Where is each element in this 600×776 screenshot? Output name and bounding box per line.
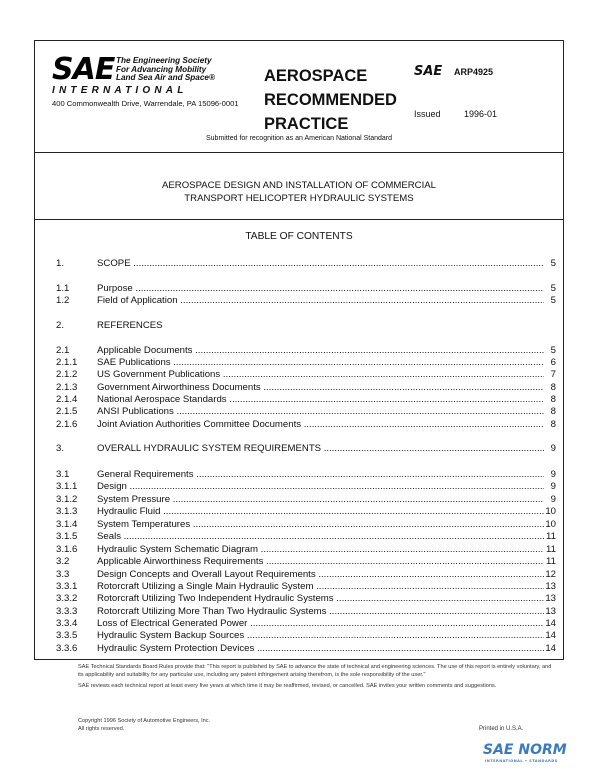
toc-entry (56, 419, 556, 431)
toc-entry (56, 593, 556, 605)
toc-entry (56, 382, 556, 394)
toc-title: REFERENCES (97, 320, 163, 331)
toc-entry (56, 369, 556, 381)
issued-label: Issued (414, 109, 441, 119)
toc-title: Loss of Electrical Generated Power ..... (97, 618, 544, 630)
toc-title: Hydraulic System Backup Sources ..... (97, 630, 544, 642)
toc-entry (56, 544, 556, 556)
toc-page: 11 (546, 556, 556, 567)
toc-number: 1.1 (56, 283, 70, 294)
toc-title: Seals ..... (97, 531, 544, 543)
toc-page: 5 (550, 258, 556, 269)
toc-page: 8 (550, 406, 556, 417)
document-number: ARP4925 (454, 67, 494, 77)
toc-number: 1.2 (56, 295, 70, 306)
toc-page: 14 (545, 643, 556, 654)
toc-entry (56, 345, 556, 357)
toc-number: 3.3.1 (56, 581, 78, 592)
toc-page: 5 (550, 283, 556, 294)
toc-page: 9 (550, 469, 556, 480)
toc-entry (56, 258, 556, 270)
toc-entry (56, 643, 556, 655)
toc-page: 14 (545, 630, 556, 641)
toc-entry (56, 506, 556, 518)
toc-entry (56, 469, 556, 481)
printed-in: Printed in U.S.A. (479, 726, 524, 732)
toc-number: 3.1.6 (56, 544, 78, 555)
toc-title: System Temperatures ..... (97, 519, 544, 531)
toc-number: 1. (56, 258, 65, 269)
toc-number: 2.1.1 (56, 357, 78, 368)
toc-entry (56, 283, 556, 295)
toc-number: 2.1.4 (56, 394, 78, 405)
toc-title: Hydraulic Fluid ..... (97, 506, 544, 518)
toc-entry (56, 630, 556, 642)
toc-page: 10 (545, 519, 556, 530)
society-tagline: The Engineering Society For Advancing Mobility Land Sea Air and Space® (116, 56, 216, 82)
toc-page: 8 (550, 394, 556, 405)
toc-page: 9 (550, 494, 556, 505)
toc-title: System Pressure ..... (97, 494, 544, 506)
sae-norm-watermark: SAE NORM INTERNATIONAL • STANDARDS (483, 742, 567, 763)
international-label: INTERNATIONAL (52, 85, 188, 96)
address: 400 Commonwealth Drive, Warrendale, PA 15096-0001 (52, 99, 239, 108)
toc-title: Rotorcraft Utilizing a Single Main Hydraulic System ..... (97, 581, 544, 593)
toc-number: 3.1 (56, 469, 70, 480)
toc-title: ANSI Publications ..... (97, 406, 544, 418)
toc-page: 13 (545, 593, 556, 604)
toc-page: 12 (545, 569, 556, 580)
toc-title: Joint Aviation Authorities Committee Documents ..... (97, 419, 544, 431)
toc-page: 5 (550, 345, 556, 356)
toc-entry (56, 581, 556, 593)
toc-entry (56, 443, 556, 455)
toc-number: 3.3.5 (56, 630, 78, 641)
toc-entry (56, 357, 556, 369)
toc-number: 3.1.1 (56, 481, 78, 492)
toc-number: 2.1 (56, 345, 70, 356)
toc-page: 7 (550, 369, 556, 380)
toc-title: Applicable Documents ..... (97, 345, 544, 357)
document-type: AEROSPACE RECOMMENDED PRACTICE (264, 67, 397, 133)
toc-title: Design ..... (97, 481, 544, 493)
toc-page: 13 (545, 606, 556, 617)
toc-page: 8 (550, 382, 556, 393)
toc-entry (56, 556, 556, 568)
submitted-note: Submitted for recognition as an American National Standard (206, 135, 392, 142)
toc-entry (56, 618, 556, 630)
toc-entry (56, 406, 556, 418)
toc-title: SCOPE ..... (97, 258, 544, 270)
toc-title: Rotorcraft Utilizing Two Independent Hydraulic Systems ..... (97, 593, 544, 605)
toc-number: 2.1.2 (56, 369, 78, 380)
toc-number: 3.3.3 (56, 606, 78, 617)
toc-number: 2.1.6 (56, 419, 78, 430)
toc-title: US Government Publications ..... (97, 369, 544, 381)
toc-number: 3.3.2 (56, 593, 78, 604)
toc-title: Purpose ..... (97, 283, 544, 295)
toc-entry (56, 481, 556, 493)
toc-number: 3.1.3 (56, 506, 78, 517)
issued-date: 1996-01 (464, 109, 498, 119)
toc-entry (56, 494, 556, 506)
toc-title: General Requirements ..... (97, 469, 544, 481)
toc-page: 8 (550, 419, 556, 430)
toc-title: Design Concepts and Overall Layout Requirements ..... (97, 569, 544, 581)
toc-page: 14 (545, 618, 556, 629)
toc-page: 13 (545, 581, 556, 592)
toc-title: OVERALL HYDRAULIC SYSTEM REQUIREMENTS ..... (97, 443, 544, 455)
toc-number: 3.1.2 (56, 494, 78, 505)
toc-number: 2.1.3 (56, 382, 78, 393)
toc-entry (56, 531, 556, 543)
toc-page: 11 (546, 544, 556, 555)
toc-entry (56, 320, 556, 332)
toc-page: 5 (550, 295, 556, 306)
sae-logo: SAE (52, 52, 115, 87)
toc-number: 2.1.5 (56, 406, 78, 417)
toc-number: 3. (56, 443, 65, 454)
toc-title: Applicable Airworthiness Requirements ..... (97, 556, 544, 568)
toc-title: National Aerospace Standards ..... (97, 394, 544, 406)
toc-page: 11 (546, 531, 556, 542)
copyright: Copyright 1996 Society of Automotive Engineers, Inc. All rights reserved. (78, 718, 211, 732)
toc-title: Government Airworthiness Documents ..... (97, 382, 544, 394)
toc-number: 3.3.4 (56, 618, 78, 629)
toc-title: SAE Publications ..... (97, 357, 544, 369)
toc-title: Hydraulic System Protection Devices ..... (97, 643, 544, 655)
toc-heading: TABLE OF CONTENTS (245, 231, 353, 242)
toc-title: Field of Application ..... (97, 295, 544, 307)
toc-title: Hydraulic System Schematic Diagram ..... (97, 544, 544, 556)
toc-page: 6 (550, 357, 556, 368)
toc-entry (56, 606, 556, 618)
toc-number: 3.1.5 (56, 531, 78, 542)
title-divider (34, 219, 564, 220)
toc-title: Rotorcraft Utilizing More Than Two Hydraulic Systems ..... (97, 606, 544, 618)
document-title: AEROSPACE DESIGN AND INSTALLATION OF COMMERCIAL TRANSPORT HELICOPTER HYDRAULIC SYSTEMS (161, 180, 436, 204)
toc-number: 3.2 (56, 556, 70, 567)
toc-entry (56, 569, 556, 581)
toc-page: 10 (545, 506, 556, 517)
toc-number: 2. (56, 320, 65, 331)
footer-notice: SAE Technical Standards Board Rules provide that: "This report is published by SAE to advance the state of technical and engineering sciences. The use of this report is entirely voluntary, and its applicability and suitability for any particular use, including any patent infringement arising therefrom, is the sole responsibility of the user." SAE reviews each technical report at least every five years at which time it may be reaffirmed, revised, or cancelled. SAE invites your written comments and suggestions. (78, 664, 552, 690)
toc-page: 9 (550, 443, 556, 454)
toc-number: 3.3.6 (56, 643, 78, 654)
toc-entry (56, 519, 556, 531)
toc-number: 3.3 (56, 569, 70, 580)
small-sae-logo: SAE (414, 64, 443, 79)
toc-entry (56, 394, 556, 406)
header-divider (34, 152, 564, 153)
toc-entry (56, 295, 556, 307)
toc-page: 9 (550, 481, 556, 492)
toc-number: 3.1.4 (56, 519, 78, 530)
